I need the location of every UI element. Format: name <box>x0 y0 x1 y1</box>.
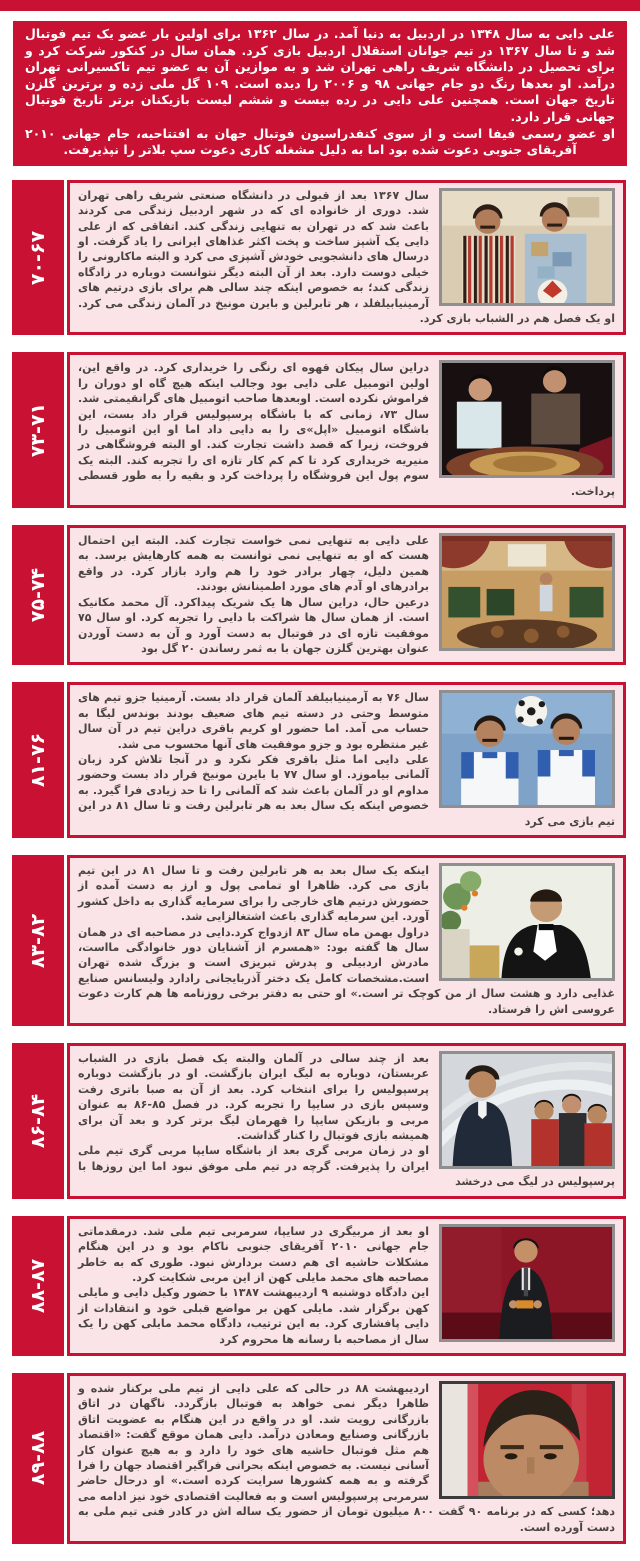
year-bar <box>12 180 64 336</box>
timeline-row-76-81 <box>12 682 626 838</box>
timeline-row-74-75 <box>12 525 626 665</box>
year-bar <box>12 352 64 508</box>
year-range-label: ۸۱-۷۶ <box>27 733 49 788</box>
timeline-panel <box>67 525 626 665</box>
intro-paragraph-2: او عضو رسمی فیفا است و از سوی کنفدراسیون فوتبال جهان به افتتاحیه، جام جهانی ۲۰۱۰ آفریقای جنوبی دعوت شده بود اما به دلیل مشغله کاری دعوت سپ بلاتر را نپذیرفت. <box>25 125 615 158</box>
timeline-text: دراین سال پیکان قهوه ای رنگی را خریداری کرد. در واقع این، اولین اتومبیل علی دایی بود وجالب اینکه هیچ گاه او دوران را فراموش نکرده است. اوبعدها صاحب اتومبیل های گرانقیمتی شد. سال ۷۳، زمانی که با باشگاه پرسپولیس قرار داد بست، این باشگاه اتومبیل «اپل»ی را به دایی داد اما او این اتومبیل را فروخت، زیرا که قصد داشت تجارت کند. او البته فروشگاهی در منیریه خریداری کرد تا کم کم کار تازه ای را تجربه کند. البته یک سوم پول این فروشگاه را پرداخت کرد و بقیه را به طور قسطی پرداخت. <box>78 361 615 498</box>
year-bar <box>12 1043 64 1199</box>
year-bar <box>12 1373 64 1544</box>
timeline-panel <box>67 1373 626 1544</box>
intro-block <box>13 21 627 166</box>
timeline-row-82-83 <box>12 855 626 1026</box>
photo-ornate-living-room <box>439 533 615 651</box>
photo-dinner-table <box>439 360 615 478</box>
year-range-label: ۷۰-۶۷ <box>27 230 49 285</box>
intro-paragraph-1: علی دایی به سال ۱۳۴۸ در اردبیل به دنیا آمد. در سال ۱۳۶۲ برای اولین بار عضو یک تیم فوتبال شد و تا سال ۱۳۶۷ در تیم جوانان استقلال اردبیل بازی کرد. همان سال در کنکور شرکت کرد و برای تحصیل در دانشگاه شریف راهی تهران شد و به موازین آن به عضو تیم تاکسیرانی تهران درآمد. او بعدها رنگ دو جام جهانی ۹۸ و ۲۰۰۶ را دیده است. ۱۰۹ گل ملی زده و برترین گلزن تاریخ جهان است. همچنین علی دایی در رده بیست و ششم لیست بازیکنان برتر تاریخ فوتبال جهانی قرار دارد. <box>25 26 616 124</box>
timeline-text: علی دایی به تنهایی نمی خواست تجارت کند. البته این احتمال هست که او به تنهایی نمی توانست به همه کارهایش برسد. به همین دلیل، چهار برادر خود را هم وارد بازار کرد. در واقع برادرهای او آدم های مورد اطمینانش بودند. <box>78 534 429 594</box>
timeline <box>12 180 626 1544</box>
timeline-panel <box>67 855 626 1026</box>
timeline-panel <box>67 1043 626 1199</box>
photo-two-men-with-football <box>439 188 615 306</box>
year-bar <box>12 682 64 838</box>
timeline-text: اینکه یک سال بعد به هر تابرلین رفت و تا سال ۸۱ در این تیم بازی می کرد. ظاهرا او تمامی پول و ارز به دست آمده از حضورش درتیم های خارجی را برای سرمایه گذاری به داخل کشور آورد. این سرمایه گذاری باعث اشتغالزایی شد. <box>78 863 429 924</box>
timeline-text: اردیبهشت ۸۸ در حالی که علی دایی از تیم ملی برکنار شده و ظاهرا دیگر نمی خواهد به فوتبال بازگردد. ناگهان در اتاق بازرگانی رویت شد. او در واقع در این هنگام به عضویت اتاق بازرگانی وصنایع ومعادن درآمد. دایی همان موقع گفت: «اقتصاد هم مثل فوتبال حاشیه های خود را دارد و به هیچ عنوان کار آسانی نیست. به خصوص اینکه بحرانی فراگیر اقتصاد جهان را فرا گرفته و به همه کشورها سرایت کرده است.» او درحال حاضر سرمربی پرسپولیس است و به فعالیت اقتصادی خود نیز ادامه می دهد؛ کسی که در برنامه ۹۰ گفت ۸۰۰ میلیون تومان از حضور یک ساله اش در کادر فنی تیم ملی به دست آورده است. <box>78 1381 615 1534</box>
timeline-row-71-73 <box>12 352 626 508</box>
year-bar <box>12 855 64 1026</box>
photo-wedding-tuxedo <box>439 863 615 981</box>
photo-draw-ceremony <box>439 1224 615 1342</box>
timeline-panel <box>67 682 626 838</box>
timeline-text: سال ۷۶ به آرمینیابیلفد آلمان قرار داد بست. آرمینیا جزو تیم های متوسط وحتی در دسته تیم های ضعیف بودند بوندس لیگا به حساب می آمد. اما حضور او کریم باقری دراین تیم در آن سال غیر منتظره بود و جزو موفقیت های آنها محسوب می شد. <box>78 691 429 751</box>
timeline-text: این دادگاه دوشنبه ۹ اردیبهشت ۱۳۸۷ با حضور وکیل دایی و مایلی کهن برگزار شد. مایلی کهن بر مواضع قبلی خود و انتقادات از دایی پافشاری کرد. به این ترتیب، دادگاه محمد مایلی کهن را یک سال از مصاحبه با رسانه ها محروم کرد <box>78 1286 429 1346</box>
year-range-label: ۸۶-۸۴ <box>27 1093 49 1148</box>
timeline-text: علی دایی اما مثل باقری فکر نکرد و در آنجا تلاش کرد زبان آلمانی بیاموزد. او سال ۷۷ با بایرن مونیخ قرار داد بست وحضور مداوم او در آلمان باعث شد که آلمانی را تا حد زیادی فرا گیرد. به خصوص اینکه یک سال بعد به هر تابرلین رفت و تا سال ۸۱ در این تیم بازی می کرد <box>78 752 615 828</box>
year-bar <box>12 1216 64 1356</box>
timeline-panel <box>67 180 626 336</box>
timeline-row-88-89 <box>12 1373 626 1544</box>
timeline-text: دراول بهمن ماه سال ۸۳ ازدواج کرد.دایی در مصاحبه ای در همان سال ها گفته بود: «همسرم از آشنایان دور خانوادگی مااست، مادرش اردبیلی و پدرش تبریزی است و بزرگ شده تهران است.مشخصات کامل یک دختر آذربایجانی رادارد ولیسانس صنایع غذایی دارد و هشت سال از من کوچک تر است.» او حتی به دفتر برخی روزنامه ها هم کارت دعوت عروسی اش را فرستاد. <box>78 925 615 1016</box>
top-strip <box>0 0 640 11</box>
timeline-text: درعین حال، دراین سال ها یک شریک پیداکرد. آل محمد مکانیک است. از همان سال ها شراکت با دایی را تجربه کرد. او سال ۷۵ موفقیت تازه ای در فوتبال به دست آورد و آن به دست آوردن عنوان بهترین گلزن جهان با به ثمر رساندن ۲۰ گل بود <box>78 595 429 655</box>
year-range-label: ۸۸-۸۷ <box>27 1258 49 1313</box>
timeline-row-84-86 <box>12 1043 626 1199</box>
year-range-label: ۷۳-۷۱ <box>27 403 49 458</box>
timeline-text: سال ۱۳۶۷ بعد از قبولی در دانشگاه صنعتی شریف راهی تهران شد. دوری از خانواده ای که در شهر اردبیل زندگی می کردند باعث شد که در تهران به تنهایی زندگی کند. اتفاقی که از علی دایی یک آشپز ساخت و پخت اکثر غذاهای ایرانی را یاد گرفت. او درسال های دانشجویی خودش آشپزی می کرد و البته ماکارونی را خیلی دوست دارد. بعد از آن البته دیگر نتوانست دوباره در زادگاه زندگی کند؛ به خصوص اینکه چند سالی هم برای بازی درتیم های آرمینیابیلفلد ، هر تابرلین و بایرن مونیخ در آلمان زندگی می کرد. او یک فصل هم در الشباب بازی کرد. <box>78 188 615 325</box>
timeline-row-67-70 <box>12 180 626 336</box>
year-range-label: ۸۳-۸۲ <box>27 913 49 968</box>
photo-arminia-players-with-ball <box>439 690 615 808</box>
timeline-panel <box>67 1216 626 1356</box>
timeline-panel <box>67 352 626 508</box>
timeline-text: او بعد از مربیگری در سایپا، سرمربی تیم ملی شد. درمقدماتی جام جهانی ۲۰۱۰ آفریقای جنوبی ناکام بود و در این هنگام مشکلات حاشیه ای هم دست بردارش نبود. طوری که به خاطر مصاحبه های محمد مایلی کهن از این مربی شکایت کرد. <box>78 1224 429 1284</box>
photo-face-closeup <box>439 1381 615 1499</box>
year-range-label: ۸۹-۸۸ <box>27 1431 49 1486</box>
year-range-label: ۷۵-۷۴ <box>27 568 49 623</box>
timeline-text: او در زمان مربی گری بعد از باشگاه سایپا مربی گری تیم ملی ایران را پذیرفت. گرچه در تیم ملی موفق نبود اما این روزها با پرسپولیس در لیگ می درخشد <box>78 1144 615 1189</box>
timeline-row-87-88 <box>12 1216 626 1356</box>
timeline-text: بعد از چند سالی در آلمان والبته یک فصل بازی در الشباب عربستان، دوباره به لیگ ایران بازگشت. او در بازگشت دوباره پرسپولیس را برای انتخاب کرد. بعد از آن به صبا باتری رفت وسپس بازی در سایپا را تجربه کرد. در فصل ۸۵-۸۶ به عنوان مربی و بازیکن سایپا را قهرمان لیگ برتر کرد و بعد آن برای همیشه بازی فوتبال را کنار گذاشت. <box>78 1052 430 1143</box>
photo-coach-sideline <box>439 1051 615 1169</box>
year-bar <box>12 525 64 665</box>
